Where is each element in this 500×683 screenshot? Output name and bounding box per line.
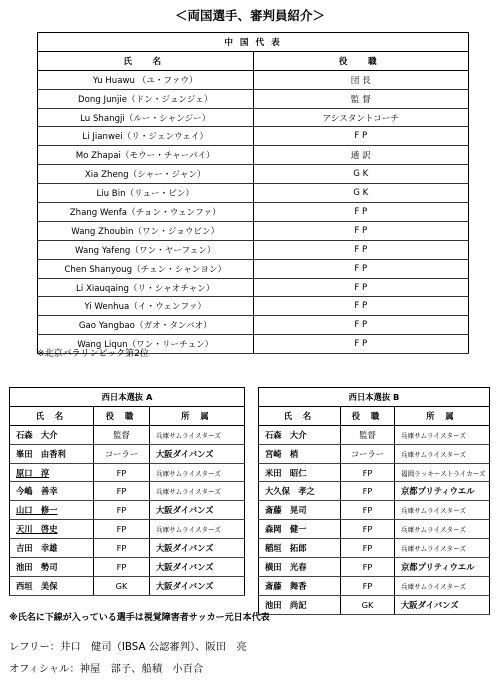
member-role: GK [94,576,150,595]
column-header-affiliation: 所 属 [150,406,245,425]
table-row [38,89,469,108]
member-name: 峯田 由香利 [10,444,94,463]
member-role: 監督 [341,425,395,444]
member-role: FP [341,558,395,577]
member-name: Wang Liqun（ワン・リーチュン） [38,335,254,354]
member-name: Mo Zhapai（モウー・チャーパイ） [38,146,254,165]
column-header-role: 役 職 [253,51,469,70]
beijing-note: ※北京パラリンピック第2位 [37,349,149,359]
member-name: 稲垣 拓郎 [259,539,341,558]
member-affiliation: 兵庫サムライスターズ [395,576,490,595]
table-row [259,463,490,482]
member-affiliation: 兵庫サムライスターズ [150,425,245,444]
member-name: 米田 昭仁 [259,463,341,482]
member-role: FP [341,463,395,482]
table-row [10,501,245,520]
member-name: Liu Bin（リュー・ビン） [38,184,254,203]
table-row [38,70,469,89]
member-role: 団 長 [253,70,469,89]
member-name: 森岡 健一 [259,520,341,539]
member-name: 斎藤 舞香 [259,576,341,595]
member-name: 石森 大介 [259,425,341,444]
member-role: FP [94,558,150,577]
member-affiliation: 兵庫サムライスターズ [395,501,490,520]
member-name: 今嶋 善幸 [10,482,94,501]
member-role: F P [253,240,469,259]
table-row [10,482,245,501]
column-header-name: 氏 名 [259,406,341,425]
west-japan-a-table [9,387,245,596]
member-name: 原口 淳 [10,463,94,482]
member-affiliation: 大阪ダイバンズ [395,595,490,614]
member-role: FP [94,482,150,501]
table-b-header-row [259,406,490,425]
member-affiliation: 兵庫サムライスターズ [395,444,490,463]
table-row [38,108,469,127]
member-affiliation: 大阪ダイバンズ [150,501,245,520]
table-row [259,501,490,520]
member-role: コーラー [341,444,395,463]
table-row [38,221,469,240]
member-name: 西垣 美保 [10,576,94,595]
table-row [259,539,490,558]
table-row [38,240,469,259]
member-name: Gao Yangbao（ガオ・タンバオ） [38,316,254,335]
member-role: F P [253,335,469,354]
member-role: G K [253,165,469,184]
member-affiliation: 福岡ラッキーストライカーズ [395,463,490,482]
member-role: FP [94,501,150,520]
member-role: F P [253,203,469,222]
table-a-header-row [10,406,245,425]
member-name: Wang Zhoubin（ワン・ジョウビン） [38,221,254,240]
member-name: 吉田 幸雄 [10,539,94,558]
member-role: G K [253,184,469,203]
column-header-affiliation: 所 属 [395,406,490,425]
member-role: 監督 [94,425,150,444]
member-name: Li Xiauqaing（リ・シャオチャン） [38,278,254,297]
table-row [10,463,245,482]
member-affiliation: 大阪ダイバンズ [150,558,245,577]
table-b-title: 西日本選抜 B [259,388,490,407]
table-row [10,539,245,558]
member-name: 横田 光春 [259,558,341,577]
member-name: 山口 修一 [10,501,94,520]
china-team-table [37,32,469,354]
member-name: Chen Shanyoug（チェン・シャンヨン） [38,259,254,278]
member-role: FP [341,520,395,539]
member-name: 池田 勢司 [10,558,94,577]
member-name: Lu Shangji（ルー・シャンジー） [38,108,254,127]
member-role: 通 訳 [253,146,469,165]
member-role: FP [341,482,395,501]
member-role: F P [253,259,469,278]
member-role: FP [341,501,395,520]
column-header-name: 氏 名 [38,51,254,70]
member-name: Xia Zheng（シャー・ジャン） [38,165,254,184]
table-row [259,444,490,463]
member-role: FP [94,463,150,482]
member-name: 大久保 孝之 [259,482,341,501]
member-name: Zhang Wenfa（チョン・ウェンファ） [38,203,254,222]
member-role: 監 督 [253,89,469,108]
member-affiliation: 兵庫サムライスターズ [395,425,490,444]
member-name: Dong Junjie（ドン・ジュンジェ） [38,89,254,108]
table-row [38,297,469,316]
table-row [38,316,469,335]
column-header-role: 役 職 [94,406,150,425]
member-role: FP [341,576,395,595]
table-row [38,146,469,165]
column-header-name: 氏 名 [10,406,94,425]
member-affiliation: 京都プリティウエル [395,558,490,577]
member-role: FP [94,539,150,558]
table-b-title-row [259,388,490,407]
table-row [38,203,469,222]
member-role: FP [94,520,150,539]
member-affiliation: 兵庫サムライスターズ [150,520,245,539]
member-affiliation: 兵庫サムライスターズ [395,520,490,539]
member-name: 宮崎 梢 [259,444,341,463]
table-row [38,278,469,297]
member-role: FP [341,539,395,558]
west-japan-b-table [258,387,490,615]
table-row [259,576,490,595]
table-row [38,184,469,203]
china-table-title-row [38,33,469,52]
table-row [259,558,490,577]
member-affiliation: 大阪ダイバンズ [150,576,245,595]
member-name: Yi Wenhua（イ・ウェンファ） [38,297,254,316]
table-row [38,127,469,146]
member-role: アシスタントコーチ [253,108,469,127]
member-affiliation: 兵庫サムライスターズ [395,539,490,558]
table-row [10,558,245,577]
member-role: F P [253,316,469,335]
table-row [10,576,245,595]
referee-line: レフリー：井口 健司（IBSA 公認審判）、阪田 亮 [9,641,247,653]
member-name: 石森 大介 [10,425,94,444]
table-row [10,520,245,539]
member-name: 斎藤 晃司 [259,501,341,520]
member-name: 池田 尚記 [259,595,341,614]
member-role: F P [253,278,469,297]
member-affiliation: 兵庫サムライスターズ [150,463,245,482]
table-row [10,444,245,463]
member-role: F P [253,127,469,146]
member-affiliation: 大阪ダイバンズ [150,539,245,558]
table-a-title: 西日本選抜 A [10,388,245,407]
member-affiliation: 兵庫サムライスターズ [150,482,245,501]
table-row [10,425,245,444]
member-name: 天川 啓史 [10,520,94,539]
table-row [259,595,490,614]
table-a-title-row [10,388,245,407]
member-role: コーラー [94,444,150,463]
underline-note: ※氏名に下線が入っている選手は視覚障害者サッカー元日本代表 [9,613,270,623]
column-header-role: 役 職 [341,406,395,425]
table-row [38,165,469,184]
member-role: F P [253,297,469,316]
member-role: F P [253,221,469,240]
member-name: Li Jianwei（リ・ジェンウェイ） [38,127,254,146]
table-row [259,425,490,444]
china-table-header-row [38,51,469,70]
page-title: ＜両国選手、審判員紹介＞ [174,8,325,23]
member-name: Yu Huawu （ユ・ファウ） [38,70,254,89]
officials-line: オフィシャル：神屋 部子、船積 小百合 [9,663,204,675]
table-row [38,259,469,278]
member-affiliation: 大阪ダイバンズ [150,444,245,463]
table-row [259,520,490,539]
member-affiliation: 京都プリティウエル [395,482,490,501]
member-role: GK [341,595,395,614]
table-row [259,482,490,501]
china-table-title: 中 国 代 表 [38,33,469,52]
member-name: Wang Yafeng（ワン・ヤーフェン） [38,240,254,259]
